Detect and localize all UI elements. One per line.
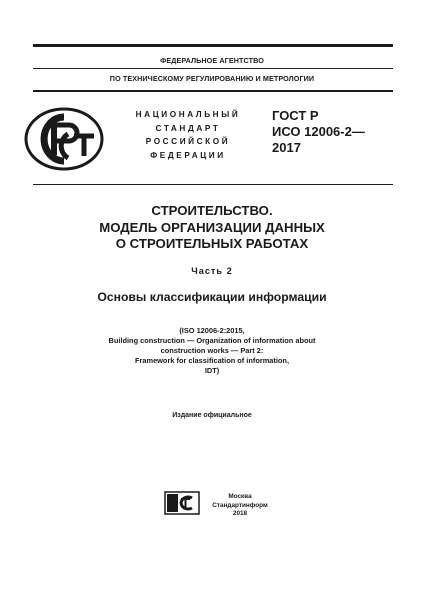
standard-block-bottom-rule [33, 184, 393, 185]
iso-line-5: IDT) [204, 366, 220, 375]
national-line-2: СТАНДАРТ [155, 123, 221, 133]
edition-note: Издание официальное [172, 412, 252, 419]
document-title [0, 203, 424, 253]
agency-name-line-1: ФЕДЕРАЛЬНОЕ АГЕНТСТВО [160, 56, 264, 65]
publisher-name: Стандартинформ [212, 501, 268, 509]
iso-line-4: Framework for classification of information, [135, 356, 289, 365]
header-bottom-rule [33, 90, 393, 92]
national-line-4: ФЕДЕРАЦИИ [150, 150, 226, 160]
standard-designation [272, 108, 365, 156]
top-rule [33, 44, 393, 47]
iso-line-1: (ISO 12006-2:2015, [179, 326, 245, 335]
iso-line-3: construction works — Part 2: [160, 346, 264, 355]
iso-reference [0, 326, 424, 376]
agency-name-line-2: ПО ТЕХНИЧЕСКОМУ РЕГУЛИРОВАНИЮ И МЕТРОЛОГИИ [109, 74, 315, 83]
document-subtitle: Основы классификации информации [97, 290, 327, 304]
title-line-2: МОДЕЛЬ ОРГАНИЗАЦИИ ДАННЫХ [99, 219, 325, 235]
national-line-3: РОССИЙСКОЙ [145, 137, 231, 146]
gost-r-certification-emblem-icon [24, 106, 104, 172]
publication-year: 2018 [232, 510, 248, 518]
national-line-1: НАЦИОНАЛЬНЫЙ [135, 110, 241, 119]
part-number: Часть 2 [191, 266, 233, 276]
designation-line-3: 2017 [272, 140, 301, 155]
national-standard-label [118, 108, 258, 162]
designation-line-1: ГОСТ Р [272, 108, 319, 123]
publisher-city: Москва [228, 493, 252, 500]
agency-divider [33, 68, 393, 69]
designation-line-2: ИСО 12006-2— [272, 124, 365, 139]
iso-line-2: Building construction — Organization of information about [108, 336, 316, 345]
title-line-3: О СТРОИТЕЛЬНЫХ РАБОТАХ [115, 236, 309, 251]
standartinform-logo-icon [164, 491, 200, 515]
title-line-1: СТРОИТЕЛЬСТВО. [151, 203, 273, 218]
publisher-info [200, 493, 280, 519]
